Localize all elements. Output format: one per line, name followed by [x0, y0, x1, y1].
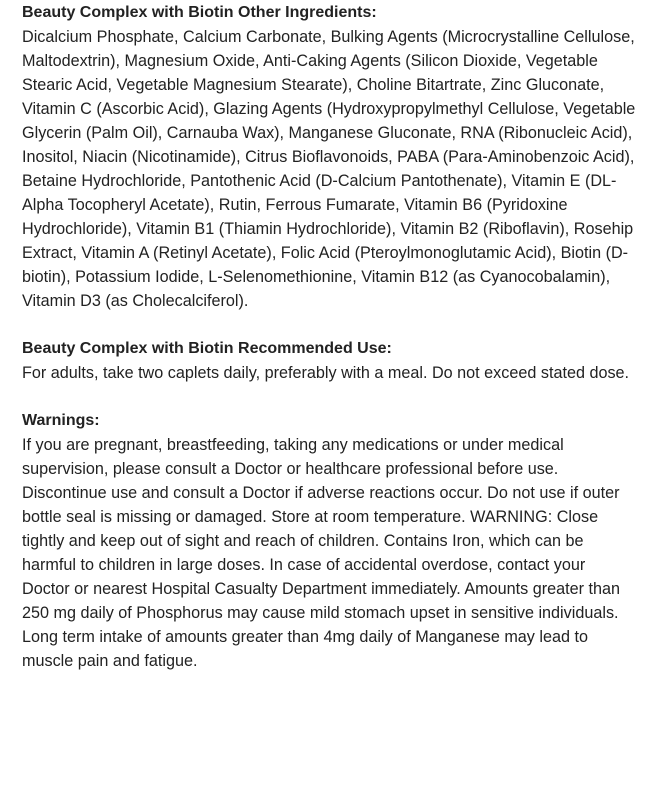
recommended-use-section — [22, 337, 636, 385]
warnings-section — [22, 409, 636, 673]
recommended-use-text: For adults, take two caplets daily, preferably with a meal. Do not exceed stated dose. — [22, 364, 630, 382]
other-ingredients-heading: Beauty Complex with Biotin Other Ingredients: — [22, 4, 377, 21]
other-ingredients-text: Dicalcium Phosphate, Calcium Carbonate, Bulking Agents (Microcrystalline Cellulose, Maltodextrin), Magnesium Oxide, Anti-Caking Agents (Silicon Dioxide, Vegetable Stearic Acid, Vegetable Magnesium Stearate), Choline Bitartrate, Zinc Gluconate, Vitamin C (Ascorbic Acid), Glazing Agents (Hydroxypropylmethyl Cellulose, Vegetable Glycerin (Palm Oil), Carnauba Wax), Manganese Gluconate, RNA (Ribonucleic Acid), Inositol, Niacin (Nicotinamide), Citrus Bioflavonoids, PABA (Para-Aminobenzoic Acid), Betaine Hydrochloride, Pantothenic Acid (D-Calcium Pantothenate), Vitamin E (DL-Alpha Tocopheryl Acetate), Rutin, Ferrous Fumarate, Vitamin B6 (Pyridoxine Hydrochloride), Vitamin B1 (Thiamin Hydrochloride), Vitamin B2 (Riboflavin), Rosehip Extract, Vitamin A (Retinyl Acetate), Folic Acid (Pteroylmonoglutamic Acid), Biotin (D-biotin), Potassium Iodide, L-Selenomethionine, Vitamin B12 (as Cyanocobalamin), Vitamin D3 (as Cholecalciferol). — [22, 28, 636, 310]
recommended-use-heading: Beauty Complex with Biotin Recommended Use: — [22, 340, 392, 357]
warnings-text: If you are pregnant, breastfeeding, taking any medications or under medical supervision, please consult a Doctor or healthcare professional before use. Discontinue use and consult a Doctor if adverse reactions occur. Do not use if outer bottle seal is missing or damaged. Store at room temperature. WARNING: Close tightly and keep out of sight and reach of children. Contains Iron, which can be harmful to children in large doses. In case of accidental overdose, contact your Doctor or nearest Hospital Casualty Department immediately. Amounts greater than 250 mg daily of Phosphorus may cause mild stomach upset in sensitive individuals. Long term intake of amounts greater than 4mg daily of Manganese may lead to muscle pain and fatigue. — [22, 436, 621, 670]
other-ingredients-section — [22, 1, 636, 313]
warnings-heading: Warnings: — [22, 412, 100, 429]
